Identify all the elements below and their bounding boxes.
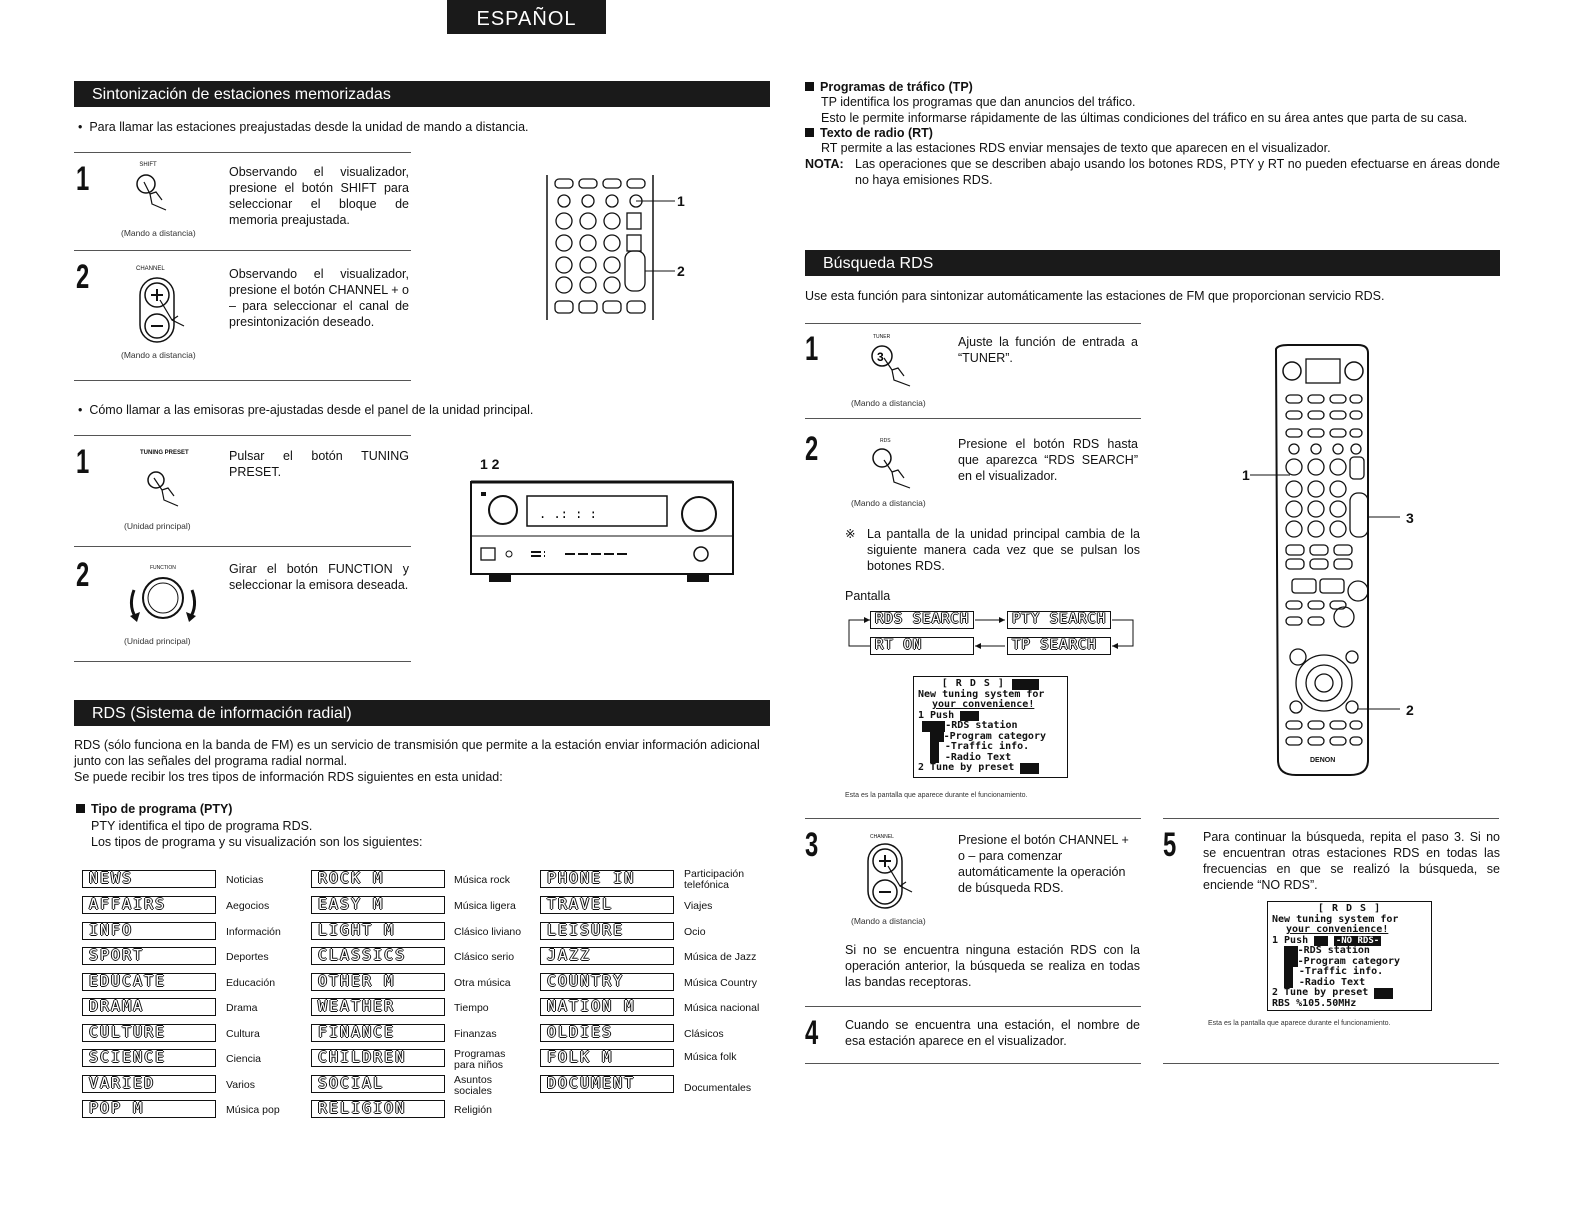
osd-line-text: -Radio Text xyxy=(1298,976,1366,988)
osd-line xyxy=(1272,988,1427,999)
display-rt-on: RT ON xyxy=(870,637,974,655)
pty-code: CLASSICS xyxy=(311,947,445,965)
rds-note xyxy=(845,526,1140,574)
pty-code: CULTURE xyxy=(82,1024,216,1042)
channel-plus-minus-icon xyxy=(866,842,926,922)
pty-desc: Clásicos xyxy=(684,1027,724,1040)
pty-code: PHONE IN xyxy=(540,870,674,888)
pty-code: DRAMA xyxy=(82,998,216,1016)
divider xyxy=(74,661,411,662)
divider xyxy=(805,1063,1141,1064)
rt-heading xyxy=(805,126,1500,140)
pty-code: SCIENCE xyxy=(82,1049,216,1067)
pty-desc: Religión xyxy=(454,1104,492,1116)
pty-code: FINANCE xyxy=(311,1024,445,1042)
pty-desc: Música nacional xyxy=(684,1002,760,1014)
step-number: 5 xyxy=(1163,826,1177,864)
pty-code: LIGHT M xyxy=(311,922,445,940)
channel-plus-minus-icon xyxy=(138,276,198,356)
osd-title: [ R D S ] xyxy=(1317,903,1382,914)
step-text: Pulsar el botón TUNING PRESET. xyxy=(229,449,409,479)
pty-desc: Aegocios xyxy=(226,900,270,912)
osd-line-text: 2 Tune by preset xyxy=(1272,987,1369,998)
pty-desc: Participación telefónica xyxy=(684,868,745,891)
pty-code: ROCK M xyxy=(311,870,445,888)
pty-desc: Música pop xyxy=(226,1104,280,1116)
rds-search-intro: Use esta función para sintonizar automáticamente las estaciones de FM que proporcionan servicio RDS. xyxy=(805,289,1385,303)
onscreen-display-no-rds xyxy=(1267,901,1432,1011)
pty-desc: Otra música xyxy=(454,976,511,989)
tp-line: TP identifica los programas que dan anuncios del tráfico. xyxy=(821,95,1136,109)
section-title-rds: RDS (Sistema de información radial) xyxy=(74,700,770,726)
hand-press-icon xyxy=(142,470,202,520)
step-text: Para continuar la búsqueda, repita el paso 3. Si no se encuentran otras estaciones RDS en todas las frecuencias en que se realizó la búsqueda, se enciende “NO RDS”. xyxy=(1203,830,1500,892)
pty-code: NATION M xyxy=(540,998,674,1016)
step-caption: (Unidad principal) xyxy=(124,521,191,531)
osd-chip xyxy=(1012,679,1039,690)
divider xyxy=(805,418,1141,419)
receiver-front-panel xyxy=(469,476,739,596)
icon-label: CHANNEL xyxy=(136,266,165,272)
pty-code: EASY M xyxy=(311,896,445,914)
svg-text:3: 3 xyxy=(877,350,884,364)
osd-line-text: -Program category xyxy=(1297,955,1400,967)
pty-desc: Viajes xyxy=(684,900,713,912)
screen-caption: Esta es la pantalla que aparece durante el funcionamiento. xyxy=(845,792,1028,799)
tp-line: Esto le permite informarse rápidamente de las últimas condiciones del tráfico en su área antes que parta de su casa. xyxy=(821,111,1468,125)
square-bullet-icon xyxy=(805,82,814,91)
step-text: Girar el botón FUNCTION y seleccionar la emisora deseada. xyxy=(229,562,409,592)
step-number: 2 xyxy=(76,258,90,296)
pty-code: COUNTRY xyxy=(540,973,674,991)
pty-desc: Ocio xyxy=(684,925,706,938)
rt-heading-text: Texto de radio (RT) xyxy=(820,126,933,140)
screen-caption: Esta es la pantalla que aparece durante el funcionamiento. xyxy=(1208,1020,1391,1027)
pty-code: EDUCATE xyxy=(82,973,216,991)
hand-press-icon xyxy=(126,170,186,220)
note-text: La pantalla de la unidad principal cambia de la siguiente manera cada vez que se pulsan los botones RDS. xyxy=(867,527,1140,573)
osd-chip xyxy=(930,742,939,753)
step-text: Observando el visualizador, presione el botón SHIFT para seleccionar el bloque de memoria preajustada. xyxy=(229,165,409,227)
language-tab: ESPAÑOL xyxy=(447,0,606,34)
pty-code: INFO xyxy=(82,922,216,940)
osd-line: New tuning system for xyxy=(918,688,1045,700)
step-text: Presione el botón RDS hasta que aparezca “RDS SEARCH” en el visualizador. xyxy=(958,437,1138,483)
step-number: 1 xyxy=(76,443,90,481)
tuner-button-icon xyxy=(866,342,926,392)
callout-1: 1 xyxy=(1242,467,1250,483)
pty-code: WEATHER xyxy=(311,998,445,1016)
pty-desc: Música ligera xyxy=(454,900,516,912)
bullet-main-unit: • Cómo llamar a las emisoras pre-ajustadas desde el panel de la unidad principal. xyxy=(78,403,534,417)
display-tp-search: TP SEARCH xyxy=(1007,637,1111,655)
bullet-remote: • Para llamar las estaciones preajustadas desde la unidad de mando a distancia. xyxy=(78,120,529,134)
pty-desc: Ciencia xyxy=(226,1053,262,1065)
pty-desc: Cultura xyxy=(226,1027,260,1040)
osd-chip xyxy=(1284,967,1293,978)
osd-line-text: -RDS station xyxy=(945,720,1018,731)
pty-code: POP M xyxy=(82,1100,216,1118)
pantalla-label: Pantalla xyxy=(845,589,891,603)
nota xyxy=(805,156,1500,188)
divider xyxy=(805,818,1141,819)
osd-title-text: [ R D S ] xyxy=(941,678,1005,689)
pty-heading xyxy=(76,802,232,816)
divider xyxy=(805,1006,1141,1007)
bullet-main-unit-text: Cómo llamar a las emisoras pre-ajustadas desde el panel de la unidad principal. xyxy=(89,403,534,417)
osd-line-text: -RDS station xyxy=(1297,945,1370,956)
step-number: 3 xyxy=(805,826,819,864)
bullet-remote-text: Para llamar las estaciones preajustadas desde la unidad de mando a distancia. xyxy=(89,120,529,134)
rds-intro-paragraph: RDS (sólo funciona en la banda de FM) es un servicio de transmisión que permite a la estación enviar información adicional junto con las señales del programa radial normal. xyxy=(74,738,760,768)
step-text: Cuando se encuentra una estación, el nombre de esa estación aparece en el visualizador. xyxy=(845,1018,1140,1048)
pty-heading-text: Tipo de programa (PTY) xyxy=(91,802,233,816)
nota-text: Las operaciones que se describen abajo usando los botones RDS, PTY y RT no pueden efectuarse en áreas donde no haya emisiones RDS. xyxy=(855,157,1500,187)
icon-label: TUNING PRESET xyxy=(140,450,189,456)
callout-3: 3 xyxy=(1406,510,1414,526)
osd-line: your convenience! xyxy=(1286,924,1389,935)
rt-line: RT permite a las estaciones RDS enviar mensajes de texto que aparecen en el visualizador. xyxy=(821,141,1331,155)
osd-line: New tuning system for xyxy=(1272,913,1399,925)
osd-line xyxy=(918,763,1063,774)
icon-label: TUNER xyxy=(873,334,891,340)
step-caption: (Mando a distancia) xyxy=(121,228,196,238)
callout-1: 1 xyxy=(677,193,685,209)
pty-code: SOCIAL xyxy=(311,1075,445,1093)
icon-label: RDS xyxy=(880,438,891,444)
panel-callouts: 1 2 xyxy=(480,456,500,472)
pty-desc: Drama xyxy=(226,1002,258,1014)
step-caption: (Mando a distancia) xyxy=(851,916,926,926)
divider xyxy=(74,380,411,381)
icon-label: CHANNEL xyxy=(870,834,894,840)
osd-freq: RBS %105.50MHz xyxy=(1272,997,1357,1009)
osd-chip xyxy=(922,721,945,732)
pty-desc: Varios xyxy=(226,1078,255,1091)
osd-line-text: -Radio Text xyxy=(944,751,1012,763)
section-title-preset: Sintonización de estaciones memorizadas xyxy=(74,81,770,107)
step-number: 1 xyxy=(76,160,90,198)
pty-code: TRAVEL xyxy=(540,896,674,914)
pty-code: RELIGION xyxy=(311,1100,445,1118)
step-text: Ajuste la función de entrada a “TUNER”. xyxy=(958,335,1138,365)
display-cycle-arrows xyxy=(845,608,1145,658)
pty-code: JAZZ xyxy=(540,947,674,965)
pty-desc: Educación xyxy=(226,976,276,989)
step-caption: (Mando a distancia) xyxy=(121,350,196,360)
osd-line-text: -Traffic info. xyxy=(944,741,1030,752)
osd-line-text: 2 Tune by preset xyxy=(918,762,1015,773)
pty-description-line: Los tipos de programa y su visualización son los siguientes: xyxy=(91,835,423,849)
pty-code: LEISURE xyxy=(540,922,674,940)
remote-control-illustration xyxy=(545,175,675,325)
section-title-rds-search: Búsqueda RDS xyxy=(805,250,1500,276)
step-text: Observando el visualizador, presione el botón CHANNEL + o – para seleccionar el canal de presintonización deseado. xyxy=(229,267,409,329)
nota-label: NOTA: xyxy=(805,157,844,171)
pty-code: OLDIES xyxy=(540,1024,674,1042)
pty-desc: Asuntos sociales xyxy=(454,1073,492,1097)
divider xyxy=(74,435,411,436)
callout-2: 2 xyxy=(677,263,685,279)
pty-desc: Documentales xyxy=(684,1081,752,1094)
step-number: 2 xyxy=(805,430,819,468)
step-text: Presione el botón CHANNEL + o – para comenzar automáticamente la operación de búsqueda RDS. xyxy=(958,833,1129,895)
pty-desc: Clásico liviano xyxy=(454,925,522,938)
osd-chip xyxy=(1374,988,1392,999)
pty-code: NEWS xyxy=(82,870,216,888)
divider xyxy=(74,152,411,153)
icon-label: SHIFT xyxy=(139,162,157,168)
osd-chip xyxy=(1284,946,1298,957)
rds-intro xyxy=(74,737,772,785)
step-caption: (Mando a distancia) xyxy=(851,398,926,408)
onscreen-display xyxy=(913,676,1068,778)
step3-after: Si no se encuentra ninguna estación RDS con la operación anterior, la búsqueda se realiza en todas las bandas receptoras. xyxy=(845,943,1140,989)
pty-desc: Información xyxy=(226,925,281,938)
note-mark: ※ xyxy=(845,527,856,541)
rotary-knob-icon xyxy=(120,570,210,630)
pty-desc: Noticias xyxy=(226,874,264,886)
pty-desc: Música folk xyxy=(684,1051,737,1063)
pty-description xyxy=(91,818,422,850)
pty-desc: Tiempo xyxy=(454,1002,489,1014)
rds-button-icon xyxy=(866,446,926,496)
pty-desc: Programas para niños xyxy=(454,1048,506,1071)
osd-title xyxy=(918,679,1063,690)
pty-code: AFFAIRS xyxy=(82,896,216,914)
osd-line-text: 1 Push xyxy=(1272,934,1309,946)
pty-desc: Música de Jazz xyxy=(684,951,757,963)
step-number: 4 xyxy=(805,1014,819,1052)
pty-desc: Finanzas xyxy=(454,1027,497,1040)
display-pty-search: PTY SEARCH xyxy=(1007,611,1111,629)
pty-desc: Música Country xyxy=(684,976,757,989)
divider xyxy=(74,546,411,547)
callout-2: 2 xyxy=(1406,702,1414,718)
tp-heading xyxy=(805,80,1500,94)
pty-code: DOCUMENT xyxy=(540,1075,674,1093)
square-bullet-icon xyxy=(76,804,85,813)
display-rds-search: RDS SEARCH xyxy=(870,611,974,629)
pty-desc: Clásico serio xyxy=(454,951,515,963)
icon-label: FUNCTION xyxy=(150,565,176,571)
step-number: 2 xyxy=(76,556,90,594)
tp-heading-text: Programas de tráfico (TP) xyxy=(820,80,973,94)
divider xyxy=(805,323,1141,324)
step-caption: (Mando a distancia) xyxy=(851,498,926,508)
osd-chip xyxy=(1020,763,1038,774)
pty-code: CHILDREN xyxy=(311,1049,445,1067)
pty-desc: Deportes xyxy=(226,951,269,963)
no-rds-indicator: -NO RDS- xyxy=(1335,935,1380,946)
channel-button-figure xyxy=(136,266,206,272)
remote-brand-logo: DENON xyxy=(1310,757,1336,764)
divider xyxy=(74,250,411,251)
pty-code: FOLK M xyxy=(540,1049,674,1067)
svg-text:. .: : :: . .: : : xyxy=(539,507,597,521)
step-caption: (Unidad principal) xyxy=(124,636,191,646)
square-bullet-icon xyxy=(805,128,814,137)
step-number: 1 xyxy=(805,330,819,368)
pty-code: VARIED xyxy=(82,1075,216,1093)
osd-line: your convenience! xyxy=(932,699,1035,710)
tp-rt-block xyxy=(805,80,1500,188)
divider xyxy=(1163,1063,1499,1064)
shift-button-figure xyxy=(118,162,188,168)
pty-desc: Música rock xyxy=(454,874,511,886)
pty-code: SPORT xyxy=(82,947,216,965)
rds-intro-paragraph: Se puede recibir los tres tipos de información RDS siguientes en esta unidad: xyxy=(74,770,503,784)
pty-description-line: PTY identifica el tipo de programa RDS. xyxy=(91,819,313,833)
osd-line-text: 1 Push xyxy=(918,709,955,721)
osd-line-text: -Program category xyxy=(943,730,1046,742)
divider xyxy=(1163,818,1499,819)
remote-control-full xyxy=(1240,345,1400,795)
pty-code: OTHER M xyxy=(311,973,445,991)
osd-line-text: -Traffic info. xyxy=(1298,966,1384,977)
